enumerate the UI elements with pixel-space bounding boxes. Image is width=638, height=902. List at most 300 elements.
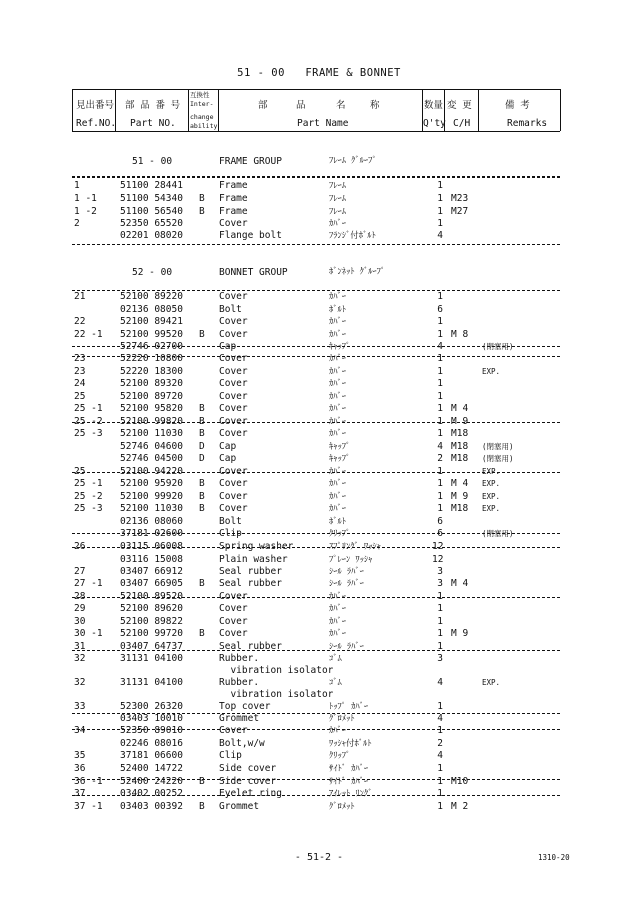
part-name-kana-cell: ﾜｯｼｬ付ﾎﾞﾙﾄ (329, 739, 372, 749)
row-separator (72, 713, 560, 714)
part-name-cell: Rubber. (219, 677, 260, 688)
page-title: 51 - 00 FRAME & BONNET (237, 67, 401, 79)
quantity-cell: 1 (437, 701, 443, 712)
quantity-cell: 1 (437, 353, 443, 364)
group-code: 52 - 00 (132, 267, 173, 278)
ref-cell: 30 -1 (74, 628, 103, 639)
part-number-cell: 03116 15008 (120, 554, 183, 565)
part-name-kana-cell: ｶﾊﾞｰ (329, 429, 347, 439)
quantity-cell: 1 (437, 428, 443, 439)
change-cell: M 9 (451, 628, 469, 639)
table-row (0, 341, 638, 353)
change-cell: M 2 (451, 801, 469, 812)
part-number-cell: 31131 04100 (120, 677, 183, 688)
change-cell: M23 (451, 193, 469, 204)
interchange-cell: B (199, 329, 205, 340)
table-row (0, 428, 638, 440)
part-number-cell: 52220 10800 (120, 353, 183, 364)
row-separator (72, 356, 560, 357)
table-row (0, 713, 638, 725)
header-name-en: Part Name (297, 118, 349, 129)
table-row (0, 366, 638, 378)
part-name-cell: Cover (219, 353, 248, 364)
quantity-cell: 1 (437, 206, 443, 217)
table-row (0, 453, 638, 465)
part-number-cell: 51100 28441 (120, 180, 183, 191)
part-number-cell: 52746 02700 (120, 341, 183, 352)
quantity-cell: 1 (437, 788, 443, 799)
interchange-cell: B (199, 416, 205, 427)
header-divider (560, 89, 561, 131)
part-number-cell: 52100 89421 (120, 316, 183, 327)
part-name-cell: Cap (219, 453, 237, 464)
remarks-cell: (閉塞用) (482, 342, 514, 351)
part-name-kana-cell: ｸﾘｯﾌﾟ (329, 529, 351, 539)
quantity-cell: 1 (437, 403, 443, 414)
part-name-kana-cell: ﾎﾞﾙﾄ (329, 517, 347, 527)
part-number-cell: 03403 10010 (120, 713, 183, 724)
interchange-cell: B (199, 503, 205, 514)
table-row (0, 665, 638, 677)
interchange-cell: B (199, 478, 205, 489)
part-name-cell: Cover (219, 628, 248, 639)
header-ch-en: C/H (453, 118, 471, 129)
header-ref-jp: 見出番号 (76, 100, 115, 111)
row-separator (72, 795, 560, 796)
part-name-kana-cell: ｶﾊﾞｰ (329, 417, 347, 427)
header-interchange-en2: change (190, 113, 214, 121)
part-name-kana-cell: ｶﾊﾞｰ (329, 354, 347, 364)
change-cell: M27 (451, 206, 469, 217)
part-number-cell: 52350 65520 (120, 218, 183, 229)
part-number-cell: 52100 11030 (120, 503, 183, 514)
quantity-cell: 1 (437, 218, 443, 229)
part-number-cell: 03115 06008 (120, 541, 183, 552)
part-name-cell: Cover (219, 366, 248, 377)
ref-cell: 35 (74, 750, 86, 761)
part-number-cell: 52300 26320 (120, 701, 183, 712)
interchange-cell: B (199, 776, 205, 787)
quantity-cell: 1 (437, 603, 443, 614)
part-name-cell: Bolt,w/w (219, 738, 265, 749)
part-name-kana-cell: ｶﾊﾞｰ (329, 317, 347, 327)
group-kana: ﾌﾚｰﾑ ｸﾞﾙｰﾌﾟ (329, 156, 377, 166)
table-row (0, 291, 638, 303)
quantity-cell: 2 (437, 738, 443, 749)
change-cell: M 9 (451, 491, 469, 502)
part-name-cell: Cover (219, 316, 248, 327)
header-part-en: Part NO. (130, 118, 176, 129)
interchange-cell: D (199, 441, 205, 452)
change-cell: M 8 (451, 329, 469, 340)
part-name-cell: Bolt (219, 516, 242, 527)
part-name-cell: Cap (219, 441, 237, 452)
table-row (0, 304, 638, 316)
part-number-cell: 02136 08060 (120, 516, 183, 527)
remarks-cell: EXP. (482, 367, 501, 376)
quantity-cell: 1 (437, 391, 443, 402)
table-row (0, 566, 638, 578)
part-name-cell: vibration isolator (219, 689, 334, 700)
part-name-kana-cell: ﾌﾚｰﾑ (329, 194, 347, 204)
part-number-cell: 52100 95920 (120, 478, 183, 489)
ref-cell: 23 (74, 353, 86, 364)
table-row (0, 653, 638, 665)
part-name-kana-cell: ｷｬｯﾌﾟ (329, 454, 351, 464)
row-separator (72, 176, 560, 177)
row-separator (72, 547, 560, 548)
part-name-cell: Cover (219, 403, 248, 414)
interchange-cell: B (199, 403, 205, 414)
table-row (0, 801, 638, 813)
part-name-kana-cell: ｶﾊﾞｰ (329, 219, 347, 229)
header-remarks-jp: 備 考 (505, 100, 530, 111)
quantity-cell: 1 (437, 478, 443, 489)
part-number-cell: 51100 56540 (120, 206, 183, 217)
part-name-kana-cell: ｼｰﾙ ﾗﾊﾞｰ (329, 579, 364, 589)
part-name-kana-cell: ｶﾊﾞｰ (329, 604, 347, 614)
part-name-cell: Cover (219, 725, 248, 736)
ref-cell: 24 (74, 378, 86, 389)
group-kana: ﾎﾞﾝﾈｯﾄ ｸﾞﾙｰﾌﾟ (329, 267, 386, 277)
part-number-cell: 52746 04600 (120, 441, 183, 452)
table-row (0, 516, 638, 528)
row-separator (72, 533, 560, 534)
part-name-cell: Flange bolt (219, 230, 282, 241)
table-row (0, 503, 638, 515)
part-number-cell: 02136 08050 (120, 304, 183, 315)
header-bottom-rule (72, 131, 560, 132)
remarks-cell: EXP. (482, 467, 501, 476)
part-name-cell: vibration isolator (219, 665, 334, 676)
part-number-cell: 31131 04100 (120, 653, 183, 664)
ref-cell: 1 (74, 180, 80, 191)
part-name-cell: Cover (219, 466, 248, 477)
interchange-cell: B (199, 491, 205, 502)
quantity-cell: 4 (437, 750, 443, 761)
ref-cell: 25 -2 (74, 491, 103, 502)
header-name-jp3: 名 (336, 100, 346, 111)
table-row (0, 180, 638, 192)
table-row (0, 603, 638, 615)
quantity-cell: 2 (437, 453, 443, 464)
part-name-kana-cell: ｷｬｯﾌﾟ (329, 442, 351, 452)
ref-cell: 22 (74, 316, 86, 327)
ref-cell: 32 (74, 653, 86, 664)
row-separator (72, 650, 560, 651)
ref-cell: 25 -1 (74, 478, 103, 489)
quantity-cell: 1 (437, 193, 443, 204)
part-number-cell: 51100 54340 (120, 193, 183, 204)
part-number-cell: 52100 99520 (120, 329, 183, 340)
header-interchange-en3: ability (190, 122, 218, 130)
part-name-kana-cell: ｶﾊﾞｰ (329, 726, 347, 736)
change-cell: M 9 (451, 416, 469, 427)
group-code: 51 - 00 (132, 156, 173, 167)
group-name: BONNET GROUP (219, 267, 288, 278)
part-name-cell: Cover (219, 378, 248, 389)
interchange-cell: B (199, 428, 205, 439)
table-row (0, 738, 638, 750)
header-top-rule (72, 89, 560, 90)
table-row (0, 776, 638, 788)
quantity-cell: 1 (437, 725, 443, 736)
part-name-kana-cell: ｶﾊﾞｰ (329, 404, 347, 414)
quantity-cell: 1 (437, 416, 443, 427)
interchange-cell: B (199, 206, 205, 217)
part-name-cell: Grommet (219, 801, 260, 812)
remarks-cell: (閉塞用) (482, 529, 514, 538)
ref-cell: 37 -1 (74, 801, 103, 812)
quantity-cell: 1 (437, 316, 443, 327)
part-name-kana-cell: ﾎﾞﾙﾄ (329, 305, 347, 315)
ref-cell: 25 -3 (74, 428, 103, 439)
quantity-cell: 1 (437, 180, 443, 191)
part-name-cell: Frame (219, 193, 248, 204)
ref-cell: 31 (74, 641, 86, 652)
quantity-cell: 3 (437, 578, 443, 589)
quantity-cell: 1 (437, 366, 443, 377)
part-name-cell: Rubber. (219, 653, 260, 664)
part-number-cell: 52100 89720 (120, 391, 183, 402)
header-interchange-en1: Inter- (190, 100, 214, 108)
part-name-cell: Seal rubber (219, 566, 282, 577)
table-row (0, 206, 638, 218)
part-name-kana-cell: ｷｬｯﾌﾟ (329, 342, 351, 352)
part-number-cell: 52746 04500 (120, 453, 183, 464)
part-name-kana-cell: ｸﾘｯﾌﾟ (329, 751, 351, 761)
part-name-kana-cell: ｶﾊﾞｰ (329, 292, 347, 302)
table-row (0, 750, 638, 762)
row-separator (72, 779, 560, 780)
document-code: 1310-20 (538, 853, 570, 862)
table-row (0, 554, 638, 566)
part-name-cell: Cover (219, 291, 248, 302)
header-qty-en: Q'ty (423, 118, 446, 129)
part-name-cell: Clip (219, 750, 242, 761)
change-cell: M 4 (451, 578, 469, 589)
ref-cell: 1 -1 (74, 193, 97, 204)
table-row (0, 491, 638, 503)
table-row (0, 578, 638, 590)
part-number-cell: 52100 99720 (120, 628, 183, 639)
ref-cell: 33 (74, 701, 86, 712)
part-name-kana-cell: ｶﾊﾞｰ (329, 617, 347, 627)
part-name-kana-cell: ﾄｯﾌﾟ ｶﾊﾞｰ (329, 702, 369, 712)
ref-cell: 28 (74, 591, 86, 602)
table-row (0, 353, 638, 365)
quantity-cell: 3 (437, 653, 443, 664)
quantity-cell: 1 (437, 616, 443, 627)
part-number-cell: 52100 89320 (120, 378, 183, 389)
part-name-cell: Side cover (219, 776, 277, 787)
quantity-cell: 6 (437, 516, 443, 527)
page-number: - 51-2 - (294, 852, 344, 863)
ref-cell: 27 (74, 566, 86, 577)
header-name-jp4: 称 (370, 100, 380, 111)
header-part-jp: 部 品 番 号 (125, 100, 181, 111)
part-name-cell: Seal rubber (219, 578, 282, 589)
part-name-kana-cell: ﾌﾚｰﾑ (329, 207, 347, 217)
row-separator (72, 729, 560, 730)
table-row (0, 441, 638, 453)
part-name-kana-cell: ｸﾞﾛﾒｯﾄ (329, 802, 355, 812)
ref-cell: 36 (74, 763, 86, 774)
part-name-cell: Cover (219, 218, 248, 229)
header-name-jp2: 品 (296, 100, 306, 111)
part-name-kana-cell: ｶﾊﾞｰ (329, 379, 347, 389)
quantity-cell: 1 (437, 591, 443, 602)
table-row (0, 628, 638, 640)
part-name-kana-cell: ｶﾊﾞｰ (329, 367, 347, 377)
part-name-kana-cell: ﾌﾟﾚｰﾝ ﾜｯｼｬ (329, 555, 373, 565)
table-row (0, 528, 638, 540)
part-number-cell: 52100 89620 (120, 603, 183, 614)
row-separator (72, 472, 560, 473)
quantity-cell: 3 (437, 566, 443, 577)
change-cell: M18 (451, 503, 469, 514)
part-name-kana-cell: ｽﾌﾟﾘﾝｸﾞ ﾜｯｼｬ (329, 542, 381, 552)
part-number-cell: 02201 08020 (120, 230, 183, 241)
part-name-kana-cell: ｶﾊﾞｰ (329, 629, 347, 639)
ref-cell: 25 (74, 466, 86, 477)
part-number-cell: 52400 14722 (120, 763, 183, 774)
change-cell: M10 (451, 776, 469, 787)
interchange-cell: D (199, 453, 205, 464)
group-rule (72, 177, 560, 178)
ref-cell: 23 (74, 366, 86, 377)
part-name-cell: Cap (219, 341, 237, 352)
remarks-cell: EXP. (482, 504, 501, 513)
header-qty-jp: 数量 (424, 100, 444, 111)
part-number-cell: 37181 06600 (120, 750, 183, 761)
part-number-cell: 52100 95820 (120, 403, 183, 414)
part-name-kana-cell: ｶﾊﾞｰ (329, 492, 347, 502)
ref-cell: 1 -2 (74, 206, 97, 217)
row-separator (72, 597, 560, 598)
part-name-kana-cell: ｺﾞﾑ (329, 654, 342, 664)
part-number-cell: 37181 02600 (120, 528, 183, 539)
ref-cell: 36 -1 (74, 776, 103, 787)
header-interchange-jp: 互換性 (190, 91, 210, 99)
part-number-cell: 52100 94220 (120, 466, 183, 477)
part-name-cell: Cover (219, 616, 248, 627)
table-row (0, 788, 638, 800)
quantity-cell: 4 (437, 441, 443, 452)
table-row (0, 316, 638, 328)
ref-cell: 2 (74, 218, 80, 229)
part-name-kana-cell: ﾌﾚｰﾑ (329, 181, 347, 191)
part-name-cell: Cover (219, 503, 248, 514)
part-number-cell: 52220 18300 (120, 366, 183, 377)
part-number-cell: 03407 64737 (120, 641, 183, 652)
part-name-cell: Cover (219, 478, 248, 489)
part-name-cell: Frame (219, 180, 248, 191)
ref-cell: 29 (74, 603, 86, 614)
change-cell: M18 (451, 453, 469, 464)
quantity-cell: 1 (437, 763, 443, 774)
table-row (0, 378, 638, 390)
part-number-cell: 03403 00392 (120, 801, 183, 812)
header-name-jp1: 部 (258, 100, 268, 111)
ref-cell: 34 (74, 725, 86, 736)
quantity-cell: 4 (437, 341, 443, 352)
change-cell: M 4 (451, 478, 469, 489)
table-row (0, 193, 638, 205)
quantity-cell: 1 (437, 491, 443, 502)
header-divider (218, 89, 219, 131)
ref-cell: 27 -1 (74, 578, 103, 589)
table-row (0, 725, 638, 737)
interchange-cell: B (199, 801, 205, 812)
ref-cell: 26 (74, 541, 86, 552)
ref-cell: 30 (74, 616, 86, 627)
header-divider (478, 89, 479, 131)
part-number-cell: 52400 24220 (120, 776, 183, 787)
part-name-kana-cell: ｻｲﾄﾞ ｶﾊﾞｰ (329, 777, 369, 787)
part-name-cell: Grommet (219, 713, 260, 724)
quantity-cell: 1 (437, 466, 443, 477)
table-row (0, 763, 638, 775)
quantity-cell: 4 (437, 677, 443, 688)
remarks-cell: EXP. (482, 678, 501, 687)
part-number-cell: 52100 89822 (120, 616, 183, 627)
table-row (0, 403, 638, 415)
part-number-cell: 52100 89520 (120, 591, 183, 602)
change-cell: M18 (451, 441, 469, 452)
row-separator (72, 346, 560, 347)
part-name-kana-cell: ｶﾊﾞｰ (329, 392, 347, 402)
part-name-cell: Cover (219, 391, 248, 402)
part-name-cell: Cover (219, 329, 248, 340)
row-separator (72, 244, 560, 245)
table-row (0, 689, 638, 701)
part-name-cell: Seal rubber (219, 641, 282, 652)
table-row (0, 641, 638, 653)
part-number-cell: 03407 66905 (120, 578, 183, 589)
part-number-cell: 02246 08016 (120, 738, 183, 749)
part-name-cell: Cover (219, 591, 248, 602)
part-name-cell: Cover (219, 416, 248, 427)
quantity-cell: 4 (437, 230, 443, 241)
quantity-cell: 12 (432, 541, 444, 552)
ref-cell: 25 (74, 391, 86, 402)
table-row (0, 701, 638, 713)
quantity-cell: 1 (437, 628, 443, 639)
part-name-kana-cell: ｼｰﾙ ﾗﾊﾞｰ (329, 567, 364, 577)
part-name-kana-cell: ｺﾞﾑ (329, 678, 342, 688)
part-name-kana-cell: ｶﾊﾞｰ (329, 330, 347, 340)
table-row (0, 478, 638, 490)
quantity-cell: 6 (437, 528, 443, 539)
quantity-cell: 1 (437, 641, 443, 652)
ref-cell: 37 (74, 788, 86, 799)
quantity-cell: 12 (432, 554, 444, 565)
part-number-cell: 52100 11030 (120, 428, 183, 439)
part-name-cell: Cover (219, 491, 248, 502)
interchange-cell: B (199, 578, 205, 589)
remarks-cell: (閉塞用) (482, 442, 514, 451)
part-name-cell: Side cover (219, 763, 277, 774)
part-number-cell: 03407 66912 (120, 566, 183, 577)
table-row (0, 391, 638, 403)
quantity-cell: 1 (437, 329, 443, 340)
part-number-cell: 52100 89220 (120, 291, 183, 302)
part-name-kana-cell: ｶﾊﾞｰ (329, 592, 347, 602)
header-divider (188, 89, 189, 131)
interchange-cell: B (199, 628, 205, 639)
part-name-kana-cell: ｸﾞﾛﾒｯﾄ (329, 714, 355, 724)
